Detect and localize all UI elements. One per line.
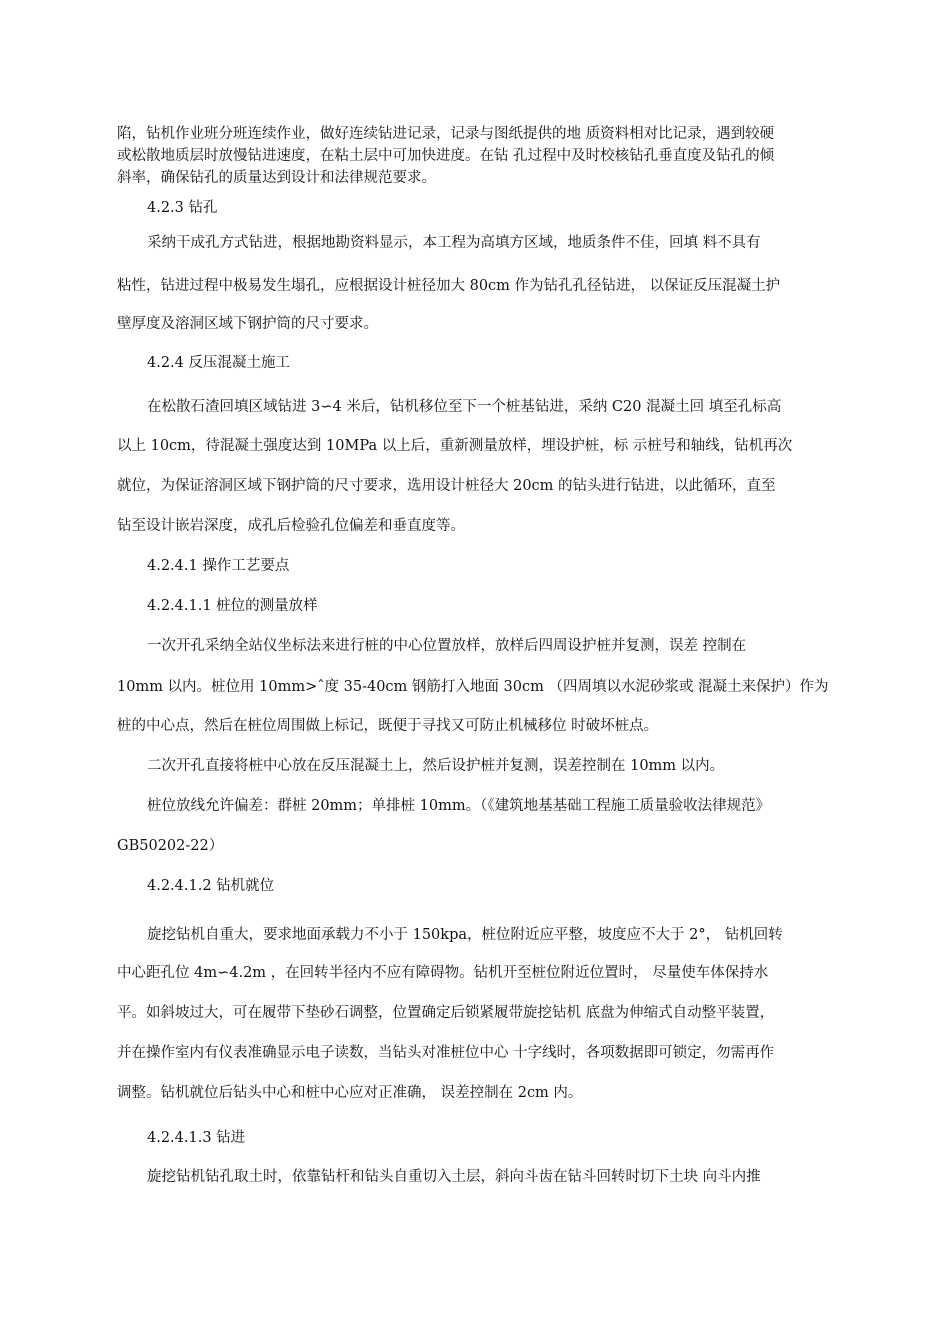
body-text-line: 二次开孔直接将桩中心放在反压混凝土上，然后设护桩并复测，误差控制在 10mm 以内。 xyxy=(147,758,725,774)
body-text-line: 以上 10cm，待混凝土强度达到 10MPa 以上后，重新测量放样，埋设护桩，标 示桩号和轴线，钻机再次 xyxy=(117,438,793,454)
section-heading: 4.2.3 钻孔 xyxy=(147,200,218,216)
body-text-line: 桩的中心点，然后在桩位周围做上标记，既便于寻找又可防止机械移位 时破坏桩点。 xyxy=(117,718,659,734)
body-text-line: 中心距孔位 4m∽4.2m ，在回转半径内不应有障碍物。钻机开至桩位附近位置时， 尽量使车体保持水 xyxy=(117,965,769,981)
body-text-line: 一次开孔采纳全站仪坐标法来进行桩的中心位置放样，放样后四周设护桩并复测，误差 控制在 xyxy=(147,638,747,654)
section-heading: 4.2.4.1.2 钻机就位 xyxy=(147,878,275,894)
body-text-line: 壁厚度及溶洞区域下钢护筒的尺寸要求。 xyxy=(117,316,378,332)
body-text-line: 调整。钻机就位后钻头中心和桩中心应对正准确， 误差控制在 2cm 内。 xyxy=(117,1085,583,1101)
section-heading: 4.2.4.1.3 钻进 xyxy=(147,1130,246,1146)
body-text-line: 或松散地质层时放慢钻进速度，在粘土层中可加快进度。在钻 孔过程中及时校核钻孔垂直度及钻孔的倾 xyxy=(117,148,775,164)
body-text-line: 陷，钻机作业班分班连续作业，做好连续钻进记录，记录与图纸提供的地 质资料相对比记录，遇到较硬 xyxy=(117,126,775,142)
body-text-line: 就位，为保证溶洞区域下钢护筒的尺寸要求，选用设计桩径大 20cm 的钻头进行钻进，以此循环，直至 xyxy=(117,478,776,494)
section-heading: 4.2.4.1 操作工艺要点 xyxy=(147,558,290,574)
body-text-line: 并在操作室内有仪表准确显示电子读数，当钻头对准桩位中心 十字线时，各项数据即可锁定，勿需再作 xyxy=(117,1045,775,1061)
section-heading: 4.2.4.1.1 桩位的测量放样 xyxy=(147,598,318,614)
body-text-line: 桩位放线允许偏差：群桩 20mm；单排桩 10mm。（《建筑地基基础工程施工质量验收法律规范》 xyxy=(147,798,771,814)
body-text-line: 10mm 以内。桩位用 10mm>ˆ度 35-40cm 钢筋打入地面 30cm （四周填以水泥砂浆或 混凝土来保护）作为 xyxy=(117,679,829,695)
body-text-line: 斜率，确保钻孔的质量达到设计和法律规范要求。 xyxy=(117,170,436,186)
body-text-line: 钻至设计嵌岩深度，成孔后检验孔位偏差和垂直度等。 xyxy=(117,518,465,534)
body-text-line: GB50202-22） xyxy=(117,838,224,854)
section-heading: 4.2.4 反压混凝土施工 xyxy=(147,355,291,371)
body-text-line: 粘性，钻进过程中极易发生塌孔，应根据设计桩径加大 80cm 作为钻孔孔径钻进， 以保证反压混凝土护 xyxy=(117,278,781,294)
body-text-line: 旋挖钻机自重大，要求地面承载力不小于 150kpa，桩位附近应平整，坡度应不大于 2°， 钻机回转 xyxy=(147,927,783,943)
body-text-line: 旋挖钻机钻孔取土时，依靠钻杆和钻头自重切入土层，斜向斗齿在钻斗回转时切下土块 向斗内推 xyxy=(147,1169,761,1185)
body-text-line: 在松散石渣回填区域钻进 3∽4 米后，钻机移位至下一个桩基钻进，采纳 C20 混凝土回 填至孔标高 xyxy=(147,399,782,415)
body-text-line: 平。如斜坡过大，可在履带下垫砂石调整，位置确定后锁紧履带旋挖钻机 底盘为伸缩式自动整平装置， xyxy=(117,1005,775,1021)
body-text-line: 采纳干成孔方式钻进，根据地勘资料显示，本工程为高填方区域，地质条件不佳，回填 料不具有 xyxy=(147,235,761,251)
